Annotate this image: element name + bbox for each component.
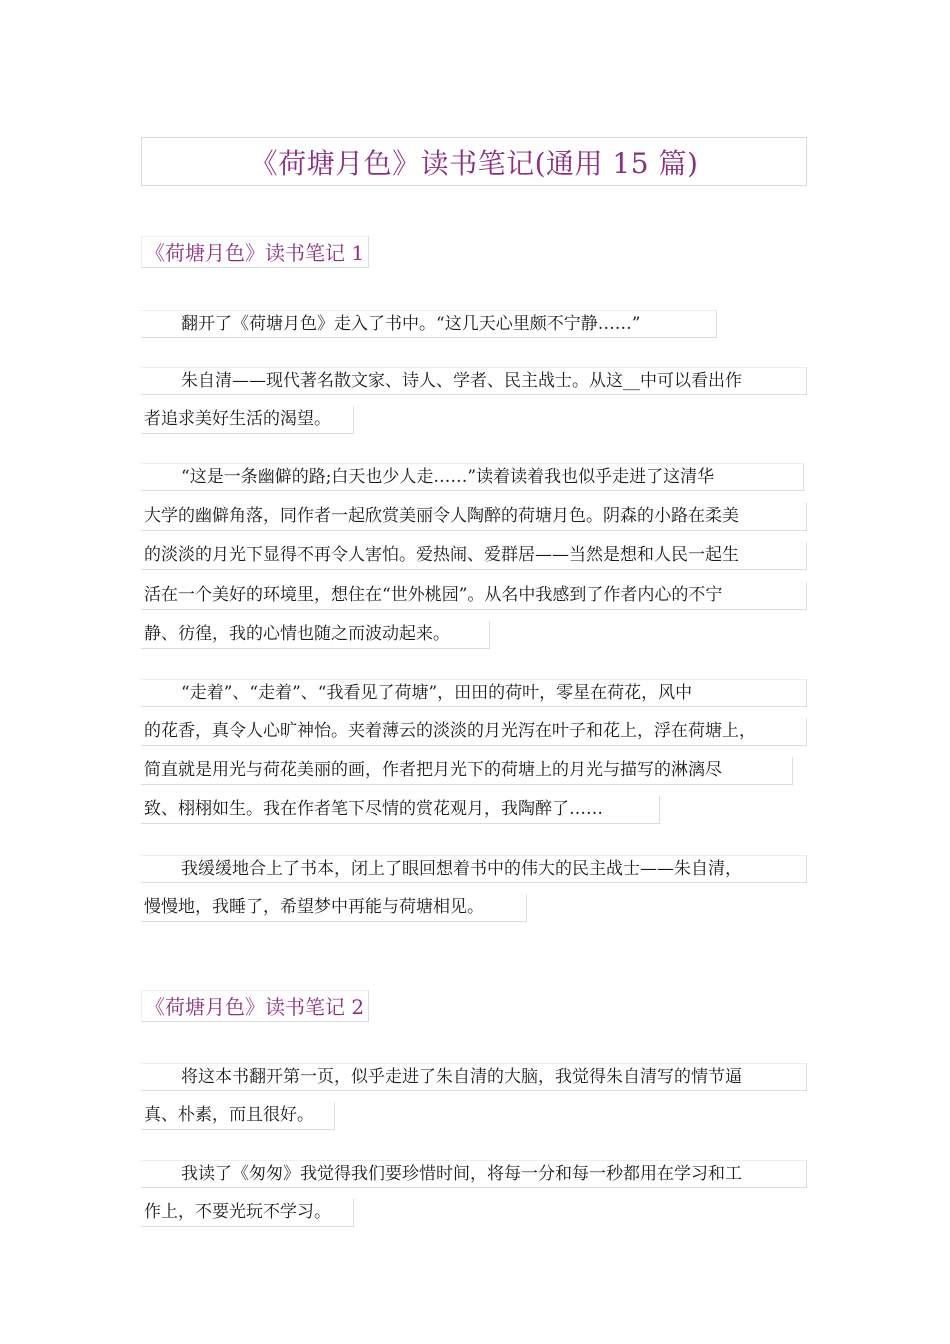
paragraph-line: 翻开了《荷塘月色》走入了书中。“这几天心里颇不宁静……” [141, 310, 717, 338]
section-heading: 《荷塘月色》读书笔记 1 [141, 236, 369, 268]
paragraph-line: 朱自清——现代著名散文家、诗人、学者、民主战士。从这__中可以看出作 [141, 367, 807, 395]
paragraph-line: 我缓缓地合上了书本，闭上了眼回想着书中的伟大的民主战士——朱自清， [141, 855, 807, 883]
paragraph-line: 的淡淡的月光下显得不再令人害怕。爱热闹、爱群居——当然是想和人民一起生 [141, 542, 807, 570]
paragraph-line: 真、朴素，而且很好。 [141, 1102, 335, 1130]
paragraph-line: 作上，不要光玩不学习。 [141, 1199, 354, 1227]
document-title: 《荷塘月色》读书笔记(通用 15 篇) [249, 146, 699, 180]
paragraph-line: 将这本书翻开第一页，似乎走进了朱自清的大脑，我觉得朱自清写的情节逼 [141, 1063, 807, 1091]
section-heading: 《荷塘月色》读书笔记 2 [141, 990, 369, 1022]
paragraph-line: 者追求美好生活的渴望。 [141, 406, 354, 434]
paragraph-line: 简直就是用光与荷花美丽的画，作者把月光下的荷塘上的月光与描写的淋漓尽 [141, 757, 793, 785]
paragraph-line: 我读了《匆匆》我觉得我们要珍惜时间，将每一分和每一秒都用在学习和工 [141, 1160, 807, 1188]
paragraph-line: 静、彷徨，我的心情也随之而波动起来。 [141, 621, 490, 649]
paragraph-line: 慢慢地，我睡了，希望梦中再能与荷塘相见。 [141, 894, 527, 922]
paragraph-line: “走着”、“走着”、“我看见了荷塘”，田田的荷叶，零星在荷花，风中 [141, 679, 807, 707]
paragraph-line: 致、栩栩如生。我在作者笔下尽情的赏花观月，我陶醉了…… [141, 796, 660, 824]
document-title-box [141, 137, 807, 186]
paragraph-line: “这是一条幽僻的路;白天也少人走……”读着读着我也似乎走进了这清华 [141, 463, 804, 491]
paragraph-line: 的花香，真令人心旷神怡。夹着薄云的淡淡的月光泻在叶子和花上，浮在荷塘上， [141, 718, 807, 746]
paragraph-line: 大学的幽僻角落，同作者一起欣赏美丽令人陶醉的荷塘月色。阴森的小路在柔美 [141, 503, 807, 531]
paragraph-line: 活在一个美好的环境里，想住在“世外桃园”。从名中我感到了作者内心的不宁 [141, 582, 807, 610]
